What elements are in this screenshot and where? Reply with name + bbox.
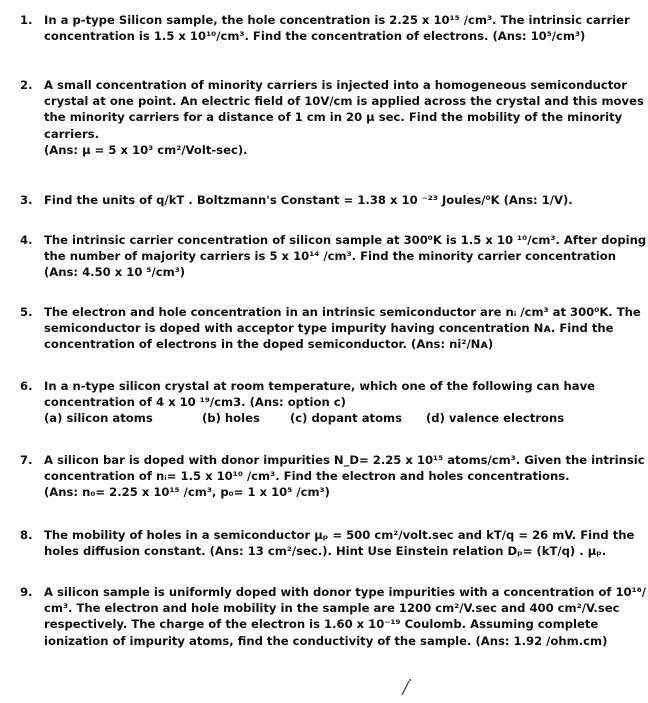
question-number: 5. — [20, 305, 33, 319]
question-number: 2. — [20, 78, 33, 92]
text-line: (Ans: n₀= 2.25 x 10¹⁵ /cm³, p₀= 1 x 10⁵ /cm³) — [44, 485, 330, 500]
answer-options — [44, 410, 620, 426]
text-line: the number of majority carriers is 5 x 10¹⁴ /cm³. Find the minority carrier concentration — [44, 249, 616, 264]
question-8 — [20, 527, 635, 559]
question-text — [44, 378, 620, 426]
text-line: A small concentration of minority carriers is injected into a homogeneous semiconductor — [44, 78, 627, 92]
question-number: 9. — [20, 585, 33, 599]
text-line: A silicon bar is doped with donor impurities N_D= 2.25 x 10¹⁵ atoms/cm³. Given the intrinsic — [44, 453, 645, 467]
question-number: 4. — [20, 233, 33, 247]
text-line: The intrinsic carrier concentration of silicon sample at 300⁰K is 1.5 x 10 ¹⁰/cm³. After doping — [44, 233, 647, 247]
option-a: (a) silicon atoms — [44, 411, 153, 426]
text-line: concentration of electrons in the doped semiconductor. (Ans: ni²/Nᴀ) — [44, 337, 494, 352]
text-line: The mobility of holes in a semiconductor μₚ = 500 cm²/volt.sec and kT/q = 26 mV. Find the — [44, 528, 635, 542]
text-line: ionization of impurity atoms, find the conductivity of the sample. (Ans: 1.92 /ohm.cm) — [44, 633, 608, 648]
question-text — [44, 192, 620, 208]
text-line: cm³. The electron and hole mobility in the sample are 1200 cm²/V.sec and 400 cm²/V.sec — [44, 601, 620, 616]
question-text — [44, 304, 641, 353]
text-line: the minority carriers for a distance of 1 cm in 20 μ sec. Find the mobility of the minority — [44, 110, 623, 125]
text-line: Find the units of q/kT . Boltzmann's Constant = 1.38 x 10 ⁻²³ Joules/⁰K (Ans: 1/V). — [44, 193, 573, 207]
text-line: holes diffusion constant. (Ans: 13 cm²/sec.). Hint Use Einstein relation Dₚ= (kT/q) . μₚ. — [44, 544, 607, 559]
option-c: (c) dopant atoms — [290, 411, 403, 426]
text-line: concentration is 1.5 x 10¹⁰/cm³. Find the concentration of electrons. (Ans: 10⁵/cm³) — [44, 29, 586, 44]
text-line: respectively. The charge of the electron is 1.60 x 10⁻¹⁹ Coulomb. Assuming complete — [44, 617, 599, 632]
text-line: concentration of nᵢ= 1.5 x 10¹⁰ /cm³. Find the electron and holes concentrations. — [44, 469, 570, 484]
question-text — [44, 584, 647, 649]
question-number: 1. — [20, 13, 33, 27]
question-text — [44, 232, 647, 281]
option-b: (b) holes — [202, 411, 260, 426]
text-line: semiconductor is doped with acceptor type impurity having concentration Nᴀ. Find the — [44, 321, 614, 336]
question-5 — [20, 304, 641, 353]
question-text — [44, 12, 630, 44]
text-line: In a n-type silicon crystal at room temperature, which one of the following can have — [44, 379, 596, 393]
text-line: carriers. — [44, 126, 99, 141]
question-number: 3. — [20, 193, 33, 207]
question-number: 8. — [20, 528, 33, 542]
text-line: In a p-type Silicon sample, the hole concentration is 2.25 x 10¹⁵ /cm³. The intrinsic carrier — [44, 13, 630, 27]
text-line: A silicon sample is uniformly doped with donor type impurities with a concentration of 10¹⁶/ — [44, 585, 647, 599]
option-d: (d) valence electrons — [426, 411, 565, 426]
question-1 — [20, 12, 630, 44]
question-number: 6. — [20, 379, 33, 393]
question-4 — [20, 232, 647, 281]
text-line: (Ans: μ = 5 x 10³ cm²/Volt-sec). — [44, 142, 248, 157]
question-3 — [20, 192, 620, 208]
pen-mark-icon — [400, 678, 412, 696]
text-line: The electron and hole concentration in an intrinsic semiconductor are nᵢ /cm³ at 300⁰K. The — [44, 305, 641, 319]
text-line: (Ans: 4.50 x 10 ⁵/cm³) — [44, 265, 186, 280]
question-number: 7. — [20, 453, 33, 467]
question-6 — [20, 378, 620, 426]
question-text — [44, 77, 644, 158]
text-line: concentration of 4 x 10 ¹⁹/cm3. (Ans: option c) — [44, 395, 346, 410]
question-9 — [20, 584, 647, 649]
question-text — [44, 527, 635, 559]
question-text — [44, 452, 645, 501]
question-2 — [20, 77, 644, 158]
question-7 — [20, 452, 645, 501]
text-line: crystal at one point. An electric field of 10V/cm is applied across the crystal and this moves — [44, 94, 644, 109]
